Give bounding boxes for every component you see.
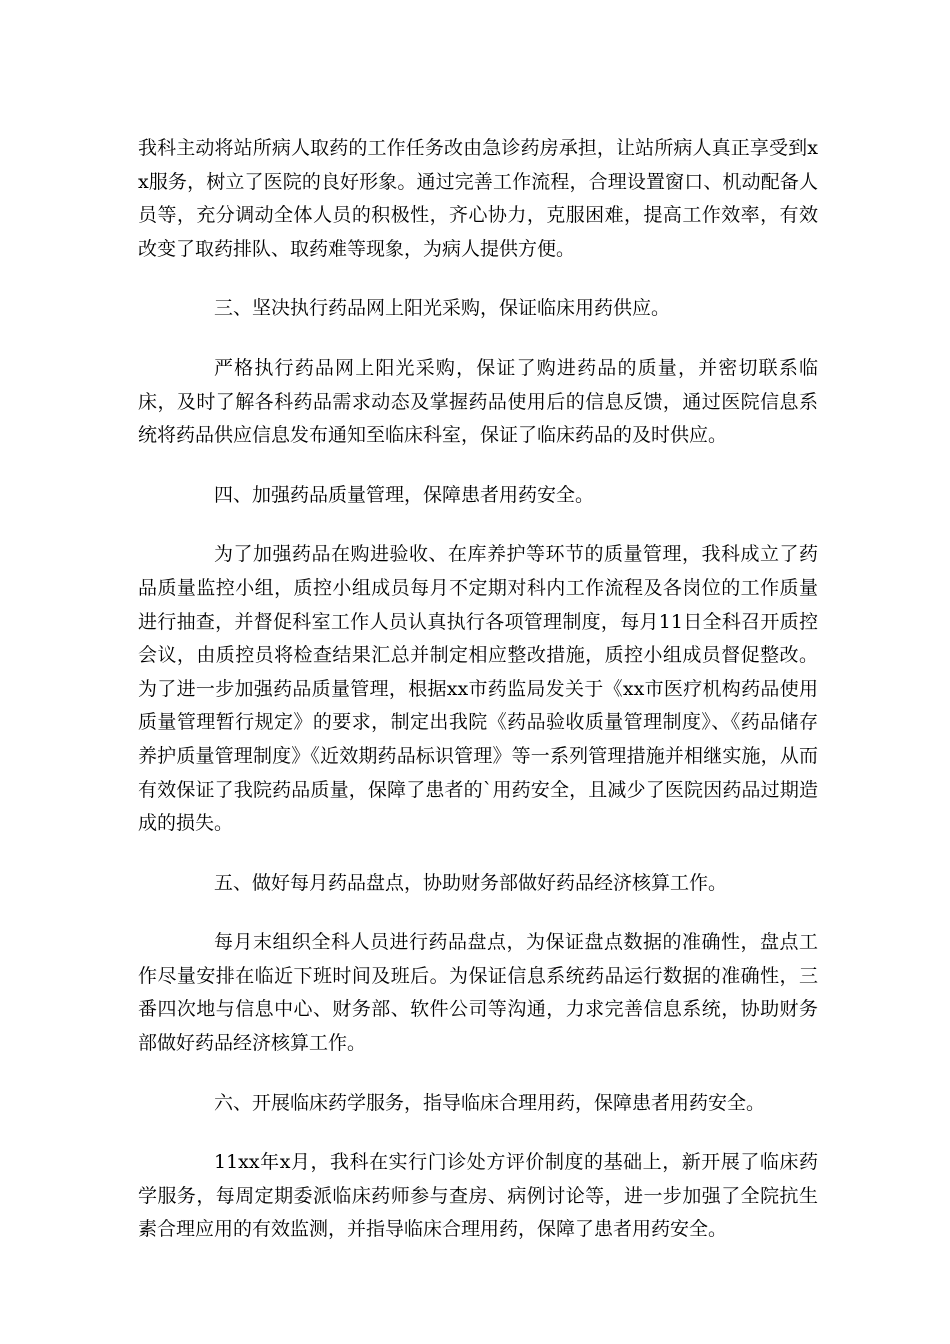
paragraph-quality-management: 为了加强药品在购进验收、在库养护等环节的质量管理，我科成立了药品质量监控小组，质控小组成员每月不定期对科内工作流程及各岗位的工作质量进行抽查，并督促科室工作人员认真执行各项管理制度，每月11日全科召开质控会议，由质控员将检查结果汇总并制定相应整改措施，质控小组成员督促整改。为了进一步加强药品质量管理，根据xx市药监局发关于《xx市医疗机构药品使用质量管理暂行规定》的要求，制定出我院《药品验收质量管理制度》、《药品储存养护质量管理制度》《近效期药品标识管理》等一系列管理措施并相继实施，从而有效保证了我院药品质量，保障了患者的`用药安全，且减少了医院因药品过期造成的损失。 xyxy=(138,543,818,835)
section-heading-4: 四、加强药品质量管理，保障患者用药安全。 xyxy=(214,483,595,506)
section-heading-5: 五、做好每月药品盘点，协助财务部做好药品经济核算工作。 xyxy=(214,871,728,894)
section-heading-3: 三、坚决执行药品网上阳光采购，保证临床用药供应。 xyxy=(214,297,671,320)
paragraph-continued: 我科主动将站所病人取药的工作任务改由急诊药房承担，让站所病人真正享受到xx服务，树立了医院的良好形象。通过完善工作流程，合理设置窗口、机动配备人员等，充分调动全体人员的积极性，齐心协力，克服困难，提高工作效率，有效改变了取药排队、取药难等现象，为病人提供方便。 xyxy=(138,137,818,260)
paragraph-procurement: 严格执行药品网上阳光采购，保证了购进药品的质量，并密切联系临床，及时了解各科药品需求动态及掌握药品使用后的信息反馈，通过医院信息系统将药品供应信息发布通知至临床科室，保证了临床药品的及时供应。 xyxy=(138,356,818,447)
paragraph-clinical-pharmacy: 11xx年x月，我科在实行门诊处方评价制度的基础上，新开展了临床药学服务，每周定期委派临床药师参与查房、病例讨论等，进一步加强了全院抗生素合理应用的有效监测，并指导临床合理用药，保障了患者用药安全。 xyxy=(138,1151,818,1241)
paragraph-inventory: 每月末组织全科人员进行药品盘点，为保证盘点数据的准确性，盘点工作尽量安排在临近下班时间及班后。为保证信息系统药品运行数据的准确性，三番四次地与信息中心、财务部、软件公司等沟通，力求完善信息系统，协助财务部做好药品经济核算工作。 xyxy=(138,931,818,1055)
document-body xyxy=(138,132,818,1273)
section-heading-6: 六、开展临床药学服务，指导临床合理用药，保障患者用药安全。 xyxy=(214,1091,766,1114)
